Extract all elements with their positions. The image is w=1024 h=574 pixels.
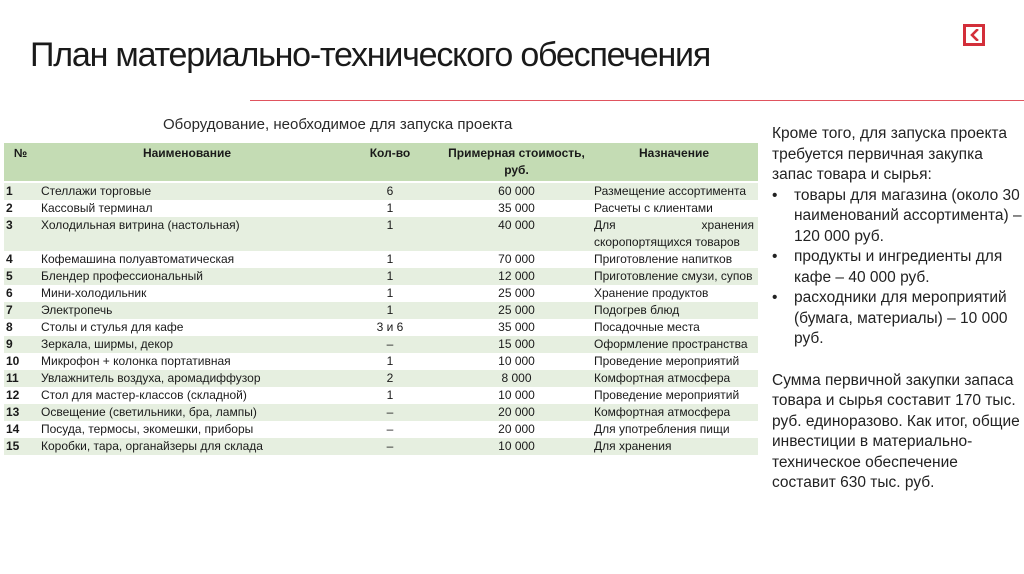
cell-name: Кофемашина полуавтоматическая: [37, 251, 337, 268]
cell-cost: 8 000: [443, 370, 590, 387]
table-row: [4, 353, 758, 370]
sidebar-notes: [772, 124, 1022, 494]
title-divider: [250, 100, 1024, 101]
cell-qty: 1: [337, 200, 443, 217]
cell-purpose: Размещение ассортимента: [590, 182, 758, 200]
cell-cost: 25 000: [443, 302, 590, 319]
cell-name: Освещение (светильники, бра, лампы): [37, 404, 337, 421]
cell-cost: 35 000: [443, 200, 590, 217]
cell-num: 1: [4, 182, 37, 200]
cell-num: 15: [4, 438, 37, 455]
cell-name: Посуда, термосы, экомешки, приборы: [37, 421, 337, 438]
cell-num: 8: [4, 319, 37, 336]
cell-qty: 1: [337, 285, 443, 302]
cell-purpose: Подогрев блюд: [590, 302, 758, 319]
cell-qty: 1: [337, 217, 443, 251]
header-purpose: Назначение: [590, 143, 758, 182]
cell-cost: 20 000: [443, 421, 590, 438]
cell-qty: –: [337, 404, 443, 421]
cell-qty: 3 и 6: [337, 319, 443, 336]
cell-num: 6: [4, 285, 37, 302]
cell-cost: 20 000: [443, 404, 590, 421]
cell-purpose: Приготовление напитков: [590, 251, 758, 268]
table-row: [4, 200, 758, 217]
table-row: [4, 438, 758, 455]
sidebar-intro: Кроме того, для запуска проекта требуется первичная закупка запас товара и сырья:: [772, 125, 1007, 183]
cell-name: Мини-холодильник: [37, 285, 337, 302]
cell-purpose: Проведение мероприятий: [590, 353, 758, 370]
table-row: [4, 302, 758, 319]
cell-purpose: Комфортная атмосфера: [590, 404, 758, 421]
cell-name: Увлажнитель воздуха, аромадиффузор: [37, 370, 337, 387]
table-row: [4, 319, 758, 336]
cell-name: Холодильная витрина (настольная): [37, 217, 337, 251]
equipment-table: [4, 143, 758, 455]
cell-purpose: Для употребления пищи: [590, 421, 758, 438]
cell-name: Стеллажи торговые: [37, 182, 337, 200]
header-num: №: [4, 143, 37, 182]
purchase-item: • расходники для мероприятий (бумага, материалы) – 10 000 руб.: [772, 288, 1022, 350]
table-row: [4, 285, 758, 302]
slide-title: План материально-технического обеспечения: [30, 36, 711, 74]
cell-cost: 10 000: [443, 438, 590, 455]
back-button[interactable]: [963, 24, 985, 46]
equipment-table-container: [4, 143, 758, 574]
purchase-item: • продукты и ингредиенты для кафе – 40 000 руб.: [772, 247, 1022, 288]
cell-qty: –: [337, 336, 443, 353]
cell-purpose: Проведение мероприятий: [590, 387, 758, 404]
table-row: [4, 421, 758, 438]
cell-qty: 1: [337, 251, 443, 268]
cell-num: 5: [4, 268, 37, 285]
cell-cost: 10 000: [443, 387, 590, 404]
cell-num: 2: [4, 200, 37, 217]
cell-purpose: Для хранения: [590, 438, 758, 455]
header-name: Наименование: [37, 143, 337, 182]
cell-name: Блендер профессиональный: [37, 268, 337, 285]
cell-num: 12: [4, 387, 37, 404]
table-row: [4, 217, 758, 251]
cell-cost: 10 000: [443, 353, 590, 370]
cell-num: 14: [4, 421, 37, 438]
cell-purpose: Комфортная атмосфера: [590, 370, 758, 387]
cell-qty: 1: [337, 268, 443, 285]
cell-num: 7: [4, 302, 37, 319]
table-caption: Оборудование, необходимое для запуска проекта: [163, 116, 513, 133]
cell-num: 13: [4, 404, 37, 421]
cell-cost: 15 000: [443, 336, 590, 353]
purchase-item: • товары для магазина (около 30 наименований ассортимента) – 120 000 руб.: [772, 186, 1022, 248]
cell-name: Электропечь: [37, 302, 337, 319]
cell-qty: 1: [337, 302, 443, 319]
cell-cost: 25 000: [443, 285, 590, 302]
cell-cost: 35 000: [443, 319, 590, 336]
cell-name: Зеркала, ширмы, декор: [37, 336, 337, 353]
cell-purpose: Хранение продуктов: [590, 285, 758, 302]
cell-name: Коробки, тара, органайзеры для склада: [37, 438, 337, 455]
cell-name: Стол для мастер-классов (складной): [37, 387, 337, 404]
cell-name: Кассовый терминал: [37, 200, 337, 217]
cell-num: 11: [4, 370, 37, 387]
cell-num: 10: [4, 353, 37, 370]
table-row: [4, 387, 758, 404]
table-row: [4, 370, 758, 387]
sidebar-summary: Сумма первичной закупки запаса товара и сырья составит 170 тыс. руб. единоразово. Как итог, общие инвестиции в материально-техническое обеспечение составит 630 тыс. руб.: [772, 371, 1020, 491]
cell-cost: 12 000: [443, 268, 590, 285]
purchase-list: [772, 186, 1022, 350]
cell-cost: 70 000: [443, 251, 590, 268]
cell-name: Столы и стулья для кафе: [37, 319, 337, 336]
cell-cost: 60 000: [443, 182, 590, 200]
cell-qty: 1: [337, 387, 443, 404]
cell-qty: 6: [337, 182, 443, 200]
cell-purpose: Оформление пространства: [590, 336, 758, 353]
cell-qty: –: [337, 421, 443, 438]
cell-cost: 40 000: [443, 217, 590, 251]
cell-purpose: Расчеты с клиентами: [590, 200, 758, 217]
table-row: [4, 182, 758, 200]
header-cost: Примерная стоимость, руб.: [443, 143, 590, 182]
cell-num: 3: [4, 217, 37, 251]
back-arrow-icon: [969, 29, 979, 41]
cell-purpose: Для хранения скоропортящихся товаров: [590, 217, 758, 251]
table-row: [4, 251, 758, 268]
cell-qty: 2: [337, 370, 443, 387]
cell-qty: 1: [337, 353, 443, 370]
cell-purpose: Посадочные места: [590, 319, 758, 336]
table-row: [4, 336, 758, 353]
cell-num: 9: [4, 336, 37, 353]
table-row: [4, 404, 758, 421]
cell-purpose: Приготовление смузи, супов: [590, 268, 758, 285]
spacer: [772, 350, 1022, 371]
table-header-row: [4, 143, 758, 182]
cell-qty: –: [337, 438, 443, 455]
header-qty: Кол-во: [337, 143, 443, 182]
table-row: [4, 268, 758, 285]
cell-num: 4: [4, 251, 37, 268]
cell-name: Микрофон + колонка портативная: [37, 353, 337, 370]
